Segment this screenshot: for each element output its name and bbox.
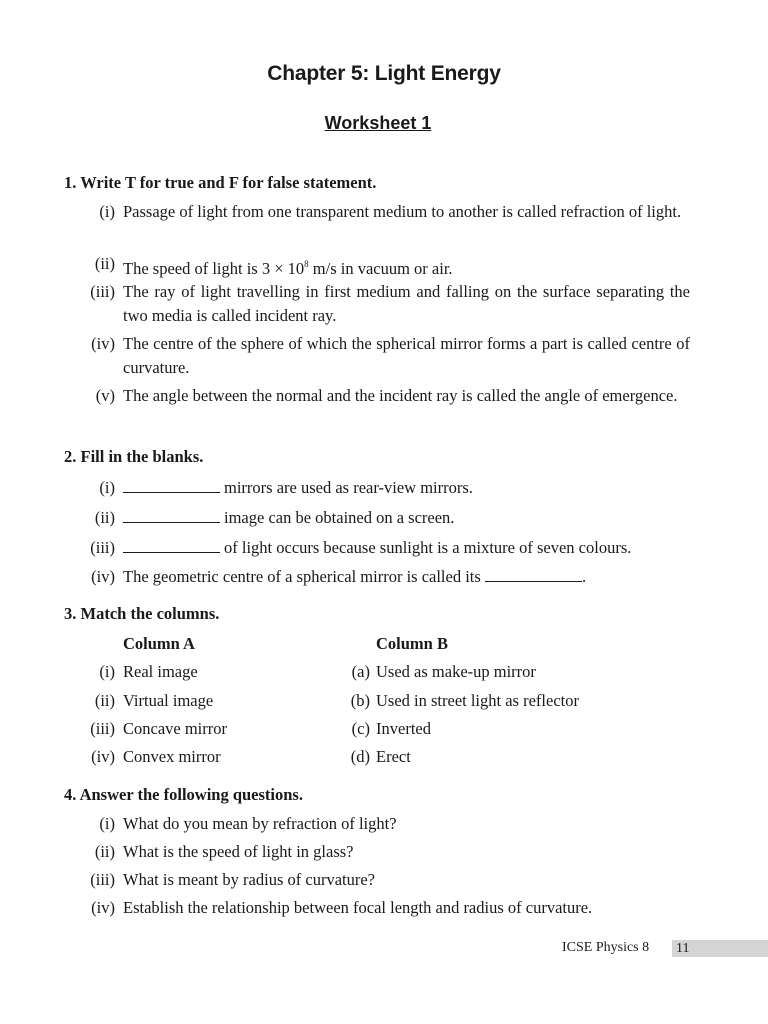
blank-sentence: The geometric centre of a spherical mirror is called its — [123, 567, 481, 586]
column-a-text: Concave mirror — [123, 719, 228, 738]
question-4-heading: 4. Answer the following questions. — [64, 785, 303, 804]
question-1-heading: 1. Write T for true and F for false statement. — [64, 173, 377, 192]
column-a-title: Column A — [123, 634, 195, 653]
column-b-letter: (a) — [351, 662, 370, 681]
column-b-text: Used as make-up mirror — [376, 662, 536, 681]
item-text-exponent: 8 — [304, 259, 309, 269]
answer-blank[interactable] — [485, 567, 582, 582]
column-b-text: Erect — [376, 747, 411, 766]
item-number: (i) — [99, 814, 115, 833]
item-text: What do you mean by refraction of light? — [123, 814, 397, 833]
item-number: (ii) — [94, 508, 115, 527]
sentence-end: . — [581, 567, 587, 586]
item-number: (iv) — [91, 898, 115, 917]
column-a-number: (i) — [99, 662, 115, 681]
worksheet-title: Worksheet 1 — [324, 113, 432, 133]
item-text: The ray of light travelling in first medium and falling on the surface separating the two media is called incident ray. — [123, 282, 690, 325]
answer-blank[interactable] — [123, 538, 220, 553]
item-number: (iii) — [90, 870, 115, 889]
match-row — [0, 719, 768, 743]
item-number: (i) — [99, 478, 115, 497]
match-row — [0, 747, 768, 771]
column-b-text: Used in street light as reflector — [376, 691, 579, 710]
question-2-heading: 2. Fill in the blanks. — [64, 447, 204, 466]
column-a-text: Convex mirror — [123, 747, 221, 766]
answer-blank[interactable] — [123, 478, 220, 493]
item-text: What is the speed of light in glass? — [123, 842, 354, 861]
blank-sentence: mirrors are used as rear-view mirrors. — [224, 478, 473, 497]
item-number: (iv) — [91, 567, 115, 586]
page-number-bar — [672, 940, 768, 957]
column-a-number: (iv) — [91, 747, 115, 766]
column-a-text: Virtual image — [123, 691, 214, 710]
item-text: Passage of light from one transparent medium to another is called refraction of light. — [123, 202, 682, 221]
column-b-letter: (b) — [350, 691, 370, 710]
blank-sentence: of light occurs because sunlight is a mixture of seven colours. — [224, 538, 632, 557]
column-a-text: Real image — [123, 662, 198, 681]
column-b-letter: (c) — [351, 719, 370, 738]
item-number: (iv) — [91, 334, 115, 353]
item-number: (ii) — [94, 254, 115, 273]
item-text — [123, 506, 690, 530]
item-number: (i) — [99, 202, 115, 221]
column-a-number: (iii) — [90, 719, 115, 738]
column-b-letter: (d) — [350, 747, 370, 766]
item-number: (iii) — [90, 538, 115, 557]
item-text-pre: The speed of light is 3 × 10 — [123, 259, 305, 278]
item-number: (v) — [95, 386, 115, 405]
blank-sentence: image can be obtained on a screen. — [224, 508, 455, 527]
page-number: 11 — [676, 941, 690, 956]
column-b-title: Column B — [376, 634, 448, 653]
item-text: The centre of the sphere of which the spherical mirror forms a part is called centre of curvature. — [123, 334, 690, 377]
item-text: What is meant by radius of curvature? — [123, 870, 375, 889]
item-number: (ii) — [94, 842, 115, 861]
match-row — [0, 662, 768, 686]
item-number: (iii) — [90, 282, 115, 301]
item-text — [123, 536, 690, 560]
item-text: Establish the relationship between focal length and radius of curvature. — [123, 898, 593, 917]
item-text: The angle between the normal and the incident ray is called the angle of emergence. — [123, 386, 678, 405]
question-3-heading: 3. Match the columns. — [64, 604, 220, 623]
item-text — [123, 565, 690, 589]
item-text — [123, 476, 690, 500]
answer-blank[interactable] — [123, 508, 220, 523]
column-a-number: (ii) — [94, 691, 115, 710]
item-text — [123, 252, 690, 281]
chapter-title: Chapter 5: Light Energy — [267, 62, 501, 85]
footer-book-title: ICSE Physics 8 — [562, 940, 650, 955]
match-row — [0, 691, 768, 715]
column-b-text: Inverted — [376, 719, 431, 738]
item-text-post: m/s in vacuum or air. — [308, 259, 453, 278]
